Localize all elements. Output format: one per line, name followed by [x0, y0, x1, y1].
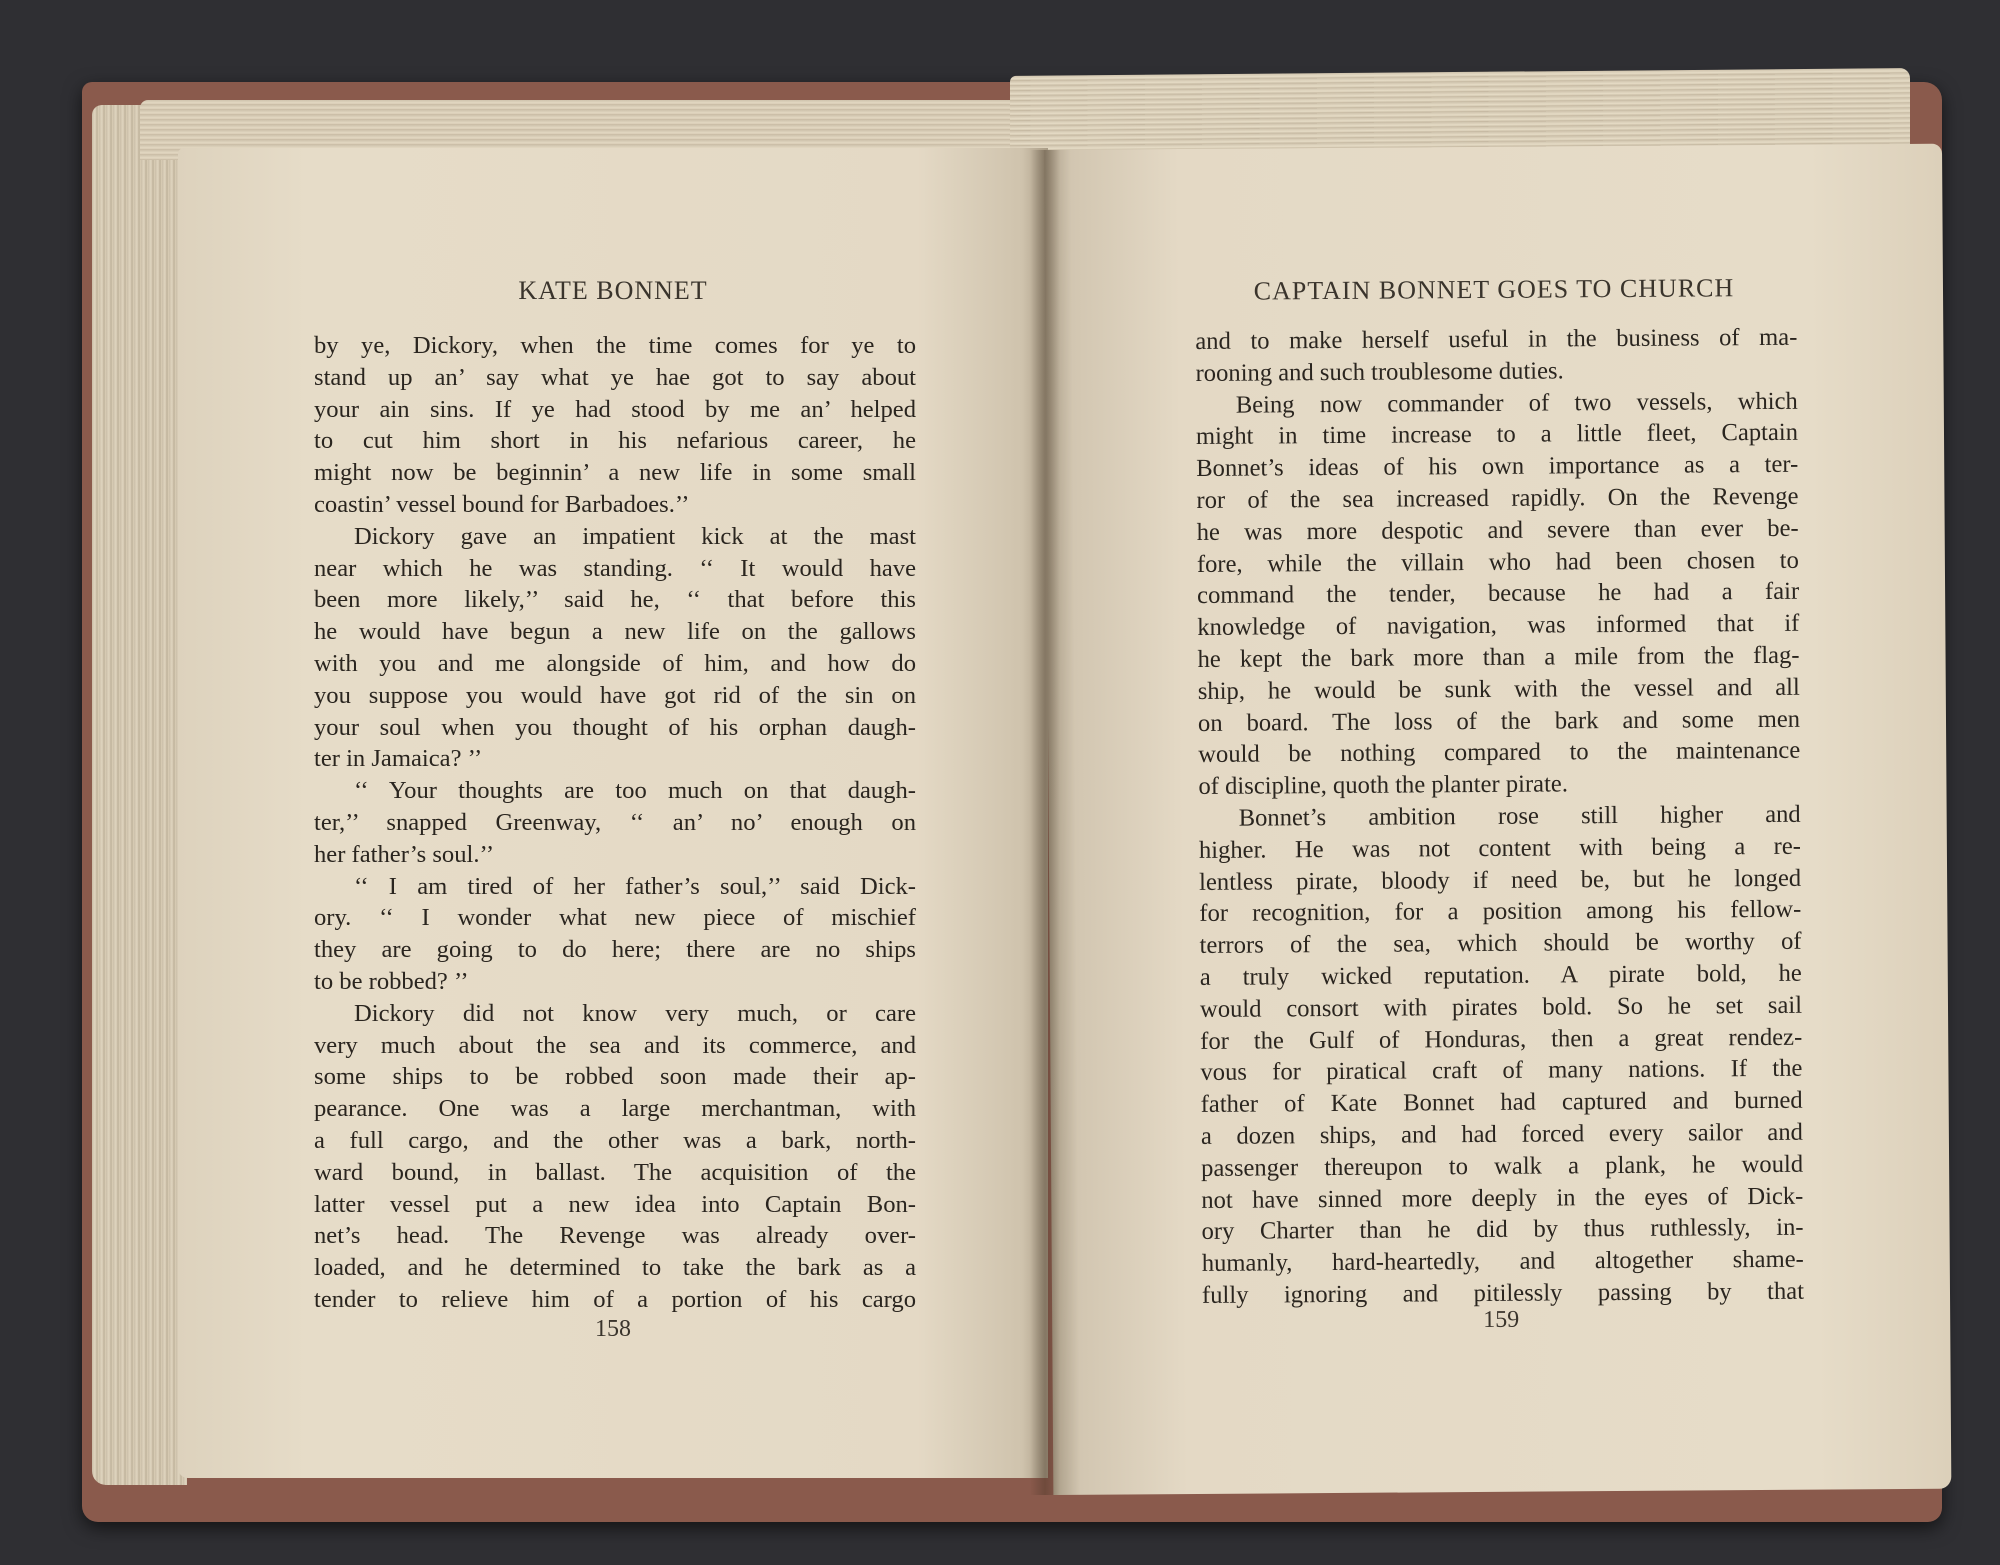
text-line: terrors of the sea, which should be worthy of	[1199, 927, 1802, 960]
text-line: rooning and such troublesome duties.	[1195, 357, 1564, 387]
text-line: been more likely,’’ said he, ‘‘ that before this	[314, 586, 916, 614]
text-line: higher. He was not content with being a re-	[1198, 832, 1801, 864]
text-line: coastin’ vessel bound for Barbadoes.’’	[314, 490, 690, 518]
left-page	[178, 148, 1048, 1478]
text-line: a dozen ships, and had forced every sailor and	[1200, 1118, 1803, 1150]
text-line: lentless pirate, bloody if need be, but he longed	[1199, 864, 1802, 896]
text-line: ship, he would be sunk with the vessel and all	[1197, 673, 1800, 705]
text-line: your soul when you thought of his orphan daugh-	[314, 713, 916, 741]
text-line: for recognition, for a position among his fellow-	[1199, 896, 1802, 928]
text-line: and to make herself useful in the business of ma-	[1195, 323, 1798, 355]
text-line: he would have begun a new life on the gallows	[314, 618, 916, 646]
text-line: some ships to be robbed soon made their ap-	[314, 1063, 916, 1091]
book-gutter	[1030, 150, 1060, 1495]
text-line: a truly wicked reputation. A pirate bold, he	[1199, 959, 1802, 991]
text-line: ory. ‘‘ I wonder what new piece of mischief	[314, 904, 916, 932]
text-line: ‘‘ I am tired of her father’s soul,’’ said Dick-	[354, 872, 916, 900]
text-line: near which he was standing. ‘‘ It would have	[314, 554, 916, 582]
text-line: father of Kate Bonnet had captured and burned	[1200, 1086, 1803, 1119]
left-page-body	[314, 330, 916, 1316]
text-line: ror of the sea increased rapidly. On the Revenge	[1196, 482, 1799, 514]
text-line: would be nothing compared to the maintenance	[1198, 737, 1801, 769]
text-line: they are going to do here; there are no ships	[314, 936, 916, 964]
text-line: loaded, and he determined to take the bark as a	[314, 1254, 916, 1282]
text-line: might in time increase to a little fleet, Captain	[1195, 419, 1799, 451]
text-line: vous for piratical craft of many nations. If the	[1200, 1055, 1803, 1087]
text-line: ‘‘ Your thoughts are too much on that daugh-	[354, 777, 916, 805]
text-line: Dickory did not know very much, or care	[354, 999, 916, 1027]
text-line: her father’s soul.’’	[314, 840, 495, 868]
text-line: to cut him short in his nefarious career, he	[314, 427, 916, 455]
text-line: would consort with pirates bold. So he set sail	[1199, 991, 1803, 1023]
right-running-head: CAPTAIN BONNET GOES TO CHURCH	[1253, 273, 1735, 306]
text-line: he kept the bark more than a mile from the flag-	[1197, 641, 1800, 673]
text-line: knowledge of navigation, was informed that if	[1197, 609, 1800, 642]
text-line: fully ignoring and pitilessly passing by that	[1201, 1277, 1805, 1309]
text-line: latter vessel put a new idea into Captain Bon-	[314, 1190, 916, 1218]
page-edges-top-right	[1010, 68, 1910, 156]
text-line: your ain sins. If ye had stood by me an’ helped	[314, 395, 916, 423]
right-page-number: 159	[1483, 1306, 1520, 1333]
text-line: ward bound, in ballast. The acquisition of the	[314, 1158, 916, 1186]
text-line: Being now commander of two vessels, which	[1235, 387, 1798, 419]
text-line: to be robbed? ’’	[314, 967, 469, 995]
text-line: Dickory gave an impatient kick at the mast	[354, 522, 916, 550]
text-line: ter in Jamaica? ’’	[314, 745, 483, 773]
text-line: very much about the sea and its commerce, and	[314, 1031, 916, 1059]
text-line: net’s head. The Revenge was already over-	[314, 1222, 916, 1250]
text-line: ory Charter than he did by thus ruthlessly, in-	[1201, 1214, 1804, 1246]
text-line: you suppose you would have got rid of the sin on	[314, 681, 916, 709]
left-running-head: KATE BONNET	[518, 276, 708, 305]
text-line: passenger thereupon to walk a plank, he would	[1201, 1150, 1804, 1182]
left-page-number: 158	[595, 1316, 631, 1342]
text-line: Bonnet’s ambition rose still higher and	[1238, 800, 1801, 832]
text-line: for the Gulf of Honduras, then a great rendez-	[1200, 1023, 1803, 1055]
right-page-body	[1195, 322, 1804, 1312]
text-line: fore, while the villain who had been chosen to	[1196, 546, 1799, 578]
text-line: not have sinned more deeply in the eyes of Dick-	[1201, 1182, 1804, 1214]
text-line: with you and me alongside of him, and how do	[314, 649, 916, 677]
text-line: of discipline, quoth the planter pirate.	[1198, 770, 1569, 801]
text-line: command the tender, because he had a fair	[1197, 578, 1800, 610]
text-line: pearance. One was a large merchantman, with	[314, 1095, 916, 1123]
page-edges-left	[92, 105, 187, 1485]
text-line: on board. The loss of the bark and some men	[1197, 705, 1801, 737]
text-line: Bonnet’s ideas of his own importance as a ter-	[1196, 450, 1799, 483]
text-line: he was more despotic and severe than ever be-	[1196, 514, 1799, 546]
text-line: stand up an’ say what ye hae got to say about	[314, 363, 916, 391]
text-line: tender to relieve him of a portion of his cargo	[314, 1285, 916, 1313]
text-line: might now be beginnin’ a new life in some small	[314, 459, 916, 487]
text-line: by ye, Dickory, when the time comes for ye to	[314, 332, 916, 359]
text-line: ter,’’ snapped Greenway, ‘‘ an’ no’ enough on	[314, 808, 916, 836]
text-line: a full cargo, and the other was a bark, north-	[314, 1126, 916, 1154]
text-line: humanly, hard-heartedly, and altogether shame-	[1201, 1245, 1804, 1278]
right-page	[1044, 144, 1951, 1495]
